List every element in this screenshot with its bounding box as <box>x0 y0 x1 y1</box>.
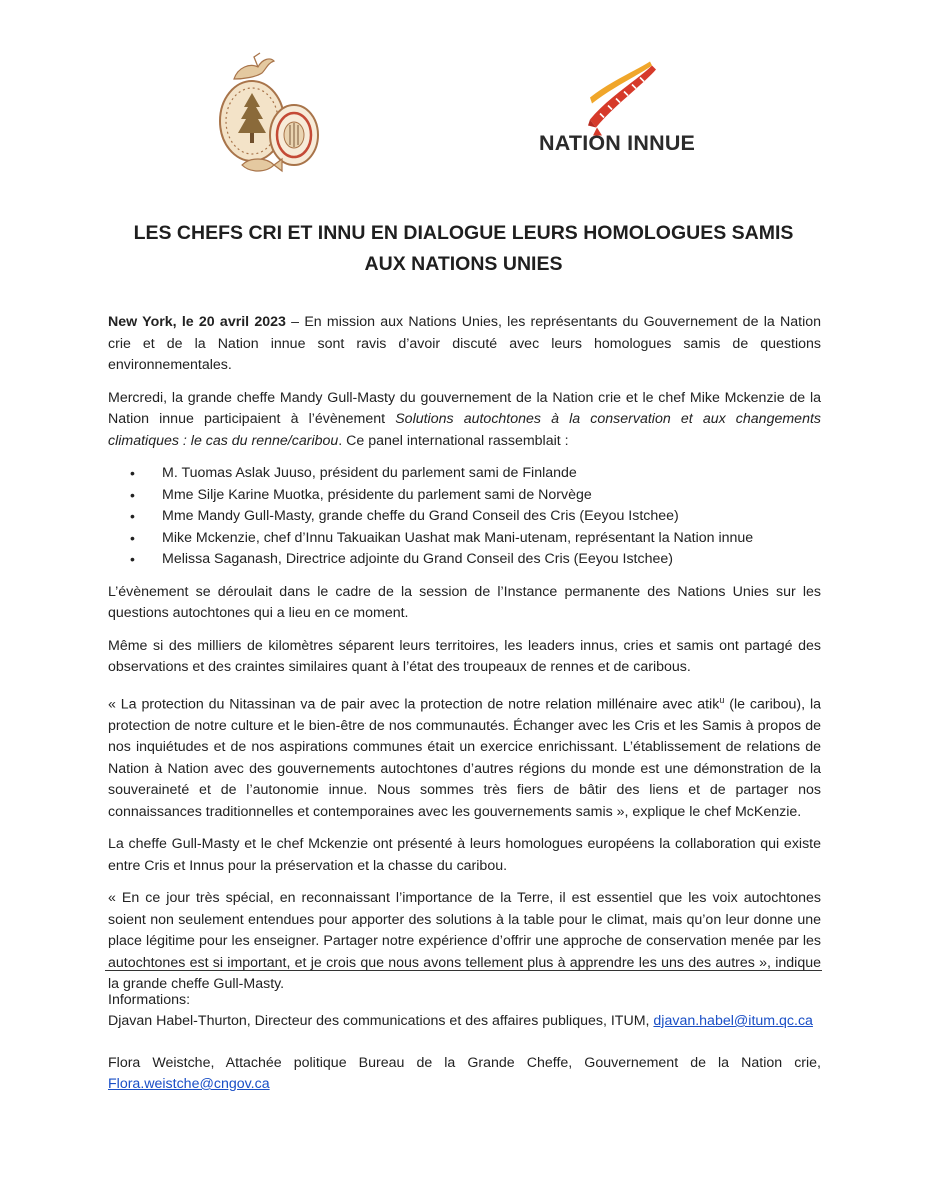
title-line-1: LES CHEFS CRI ET INNU EN DIALOGUE LEURS HOMOLOGUES SAMIS <box>133 222 794 244</box>
quote-text-after: (le caribou), la protection de notre culture et le bien-être de nos communautés. Échanger avec les Cris et les Samis à propos de nos inquiétudes et de nos aspirations communes était un exercice enrichissant. L’établissement de relations de Nation à Nation avec des gouvernements autochtones d’autres régions du monde est une démonstration de la souveraineté et de l’autonomie innue. Nous sommes très fiers de bâtir des liens et de partager nos connaissances traditionnelles et contemporaines avec les gouvernements samis », explique le chef McKenzie. <box>108 696 821 820</box>
contact-cree <box>108 1053 821 1095</box>
contacts-heading: Informations: <box>108 992 191 1008</box>
panelist-list <box>108 463 821 571</box>
paragraph-context: L’évènement se déroulait dans le cadre de la session de l’Instance permanente des Nations Unies sur les questions autochtones qui a lieu en ce moment. <box>108 583 821 621</box>
contact-cree-text: Flora Weistche, Attachée politique Bureau de la Grande Cheffe, Gouvernement de la Nation crie, <box>108 1055 821 1071</box>
superscript: u <box>719 694 725 705</box>
paragraph-quote-gull-masty: « En ce jour très spécial, en reconnaissant l’importance de la Terre, il est essentiel que les voix autochtones soient non seulement entendues pour apporter des solutions à la table pour le climat, mais qu’on leur donne une place légitime pour les enseigner. Partager notre expérience d’offrir une approche de conservation menée par les autochtones est si important, et je crois que nous avons tellement plus à apprendre les uns des autres », indique la grande cheffe Gull-Masty. <box>108 890 821 993</box>
paragraph-collaboration: La cheffe Gull-Masty et le chef Mckenzie ont présenté à leurs homologues européens la collaboration qui existe entre Cris et Innus pour la préservation et la chasse du caribou. <box>108 836 821 874</box>
paragraph-event <box>108 388 821 453</box>
article-body <box>108 312 821 1007</box>
contact-itum-text: Djavan Habel-Thurton, Directeur des communications et des affaires publiques, ITUM, <box>108 1013 654 1029</box>
quote-text-before: « La protection du Nitassinan va de pair avec la protection de notre relation millénaire avec atik <box>108 696 720 713</box>
cree-nation-seal-icon <box>214 49 324 184</box>
list-item: • Mme Mandy Gull-Masty, grande cheffe du Grand Conseil des Cris (Eeyou Istchee) <box>108 506 821 528</box>
page-title <box>100 218 827 280</box>
dateline: New York, le 20 avril 2023 <box>108 314 286 330</box>
event-text-after: . Ce panel international rassemblait : <box>338 432 569 449</box>
list-item: • Mike Mckenzie, chef d’Innu Takuaikan Uashat mak Mani-utenam, représentant la Nation innue <box>108 528 821 550</box>
divider <box>105 970 822 971</box>
contact-cree-email-link[interactable]: Flora.weistche@cngov.ca <box>108 1076 270 1092</box>
list-item: • M. Tuomas Aslak Juuso, président du parlement sami de Finlande <box>108 463 821 485</box>
list-item: • Melissa Saganash, Directrice adjointe du Grand Conseil des Cris (Eeyou Istchee) <box>108 549 821 571</box>
contact-itum <box>108 1011 821 1032</box>
event-text-before: Mercredi, la grande cheffe Mandy Gull-Masty du gouvernement de la Nation crie et le chef Mike Mckenzie de la Nation innue participaient à l’évènement <box>108 389 821 427</box>
paragraph-intro <box>108 312 821 377</box>
event-title: Solutions autochtones à la conservation et aux changements climatiques : le cas du renne/caribou <box>108 411 821 449</box>
contact-itum-email-link[interactable]: djavan.habel@itum.qc.ca <box>653 1013 813 1029</box>
header-logos <box>0 45 927 185</box>
innu-logo-text: NATION INNUE <box>539 131 696 155</box>
paragraph-distance: Même si des milliers de kilomètres séparent leurs territoires, les leaders innus, cries et samis ont partagé des observations et des craintes similaires quant à l’état des troupeaux de rennes et de caribous. <box>108 637 821 675</box>
intro-text: – En mission aux Nations Unies, les représentants du Gouvernement de la Nation crie et de la Nation innue sont ravis d’avoir discuté avec leurs homologues samis de questions environnementales. <box>108 314 821 373</box>
contact-info <box>108 990 821 1095</box>
paragraph-quote-mckenzie <box>108 690 821 824</box>
spacer <box>108 1032 821 1053</box>
list-item: • Mme Silje Karine Muotka, présidente du parlement sami de Norvège <box>108 485 821 507</box>
title-line-2: AUX NATIONS UNIES <box>364 253 563 275</box>
